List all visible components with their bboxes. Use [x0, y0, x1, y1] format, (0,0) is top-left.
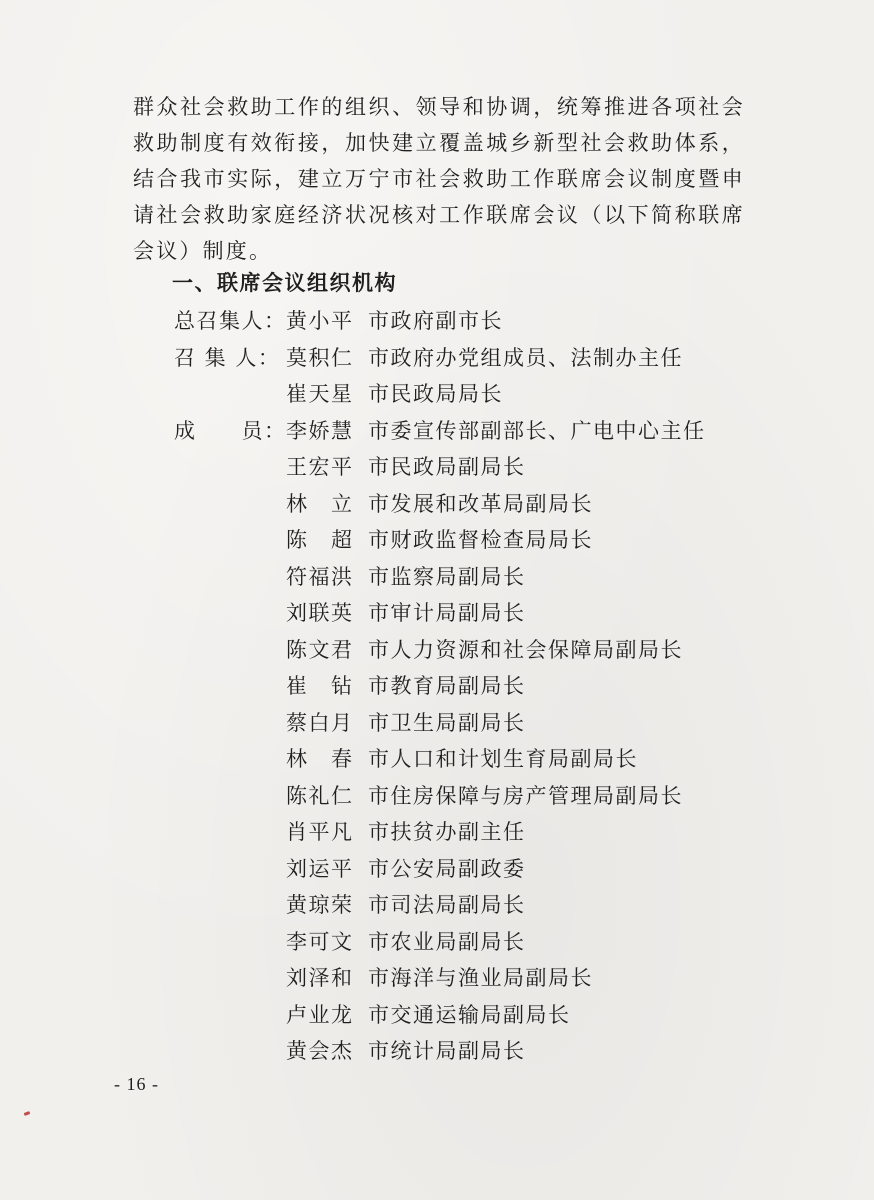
roster-name: 黄小平: [286, 309, 354, 333]
roster-row: [174, 889, 706, 926]
roster-row: [174, 1035, 706, 1072]
roster-title: 市卫生局副局长: [368, 710, 526, 735]
roster-row: [174, 305, 706, 342]
roster-role: 召 集 人：: [174, 345, 281, 370]
roster-title: 市监察局副局长: [368, 564, 526, 589]
roster-row: [174, 524, 706, 561]
roster-name: 刘联英: [286, 601, 354, 625]
roster-name: 林 立: [286, 491, 354, 516]
roster-title: 市委宣传部副部长、广电中心主任: [368, 418, 706, 443]
roster-row: [174, 561, 706, 598]
roster-name: 陈 超: [286, 528, 354, 552]
roster-title: 市人口和计划生育局副局长: [368, 747, 638, 771]
roster-name: 蔡白月: [286, 710, 354, 735]
roster-name: 肖平凡: [286, 820, 354, 844]
roster-name: 刘运平: [286, 856, 354, 881]
roster-name: 莫积仁: [286, 345, 354, 370]
roster-name: 李娇慧: [286, 418, 354, 443]
roster-row: [174, 415, 706, 452]
roster-name: 崔天星: [286, 382, 354, 406]
roster-row: [174, 488, 706, 525]
roster-name: 王宏平: [286, 455, 354, 479]
roster-title: 市农业局副局长: [368, 929, 526, 954]
roster-row: [174, 597, 706, 634]
roster-title: 市民政局局长: [368, 382, 503, 406]
body-paragraph: 群众社会救助工作的组织、领导和协调，统筹推进各项社会救助制度有效衔接，加快建立覆盖城乡新型社会救助体系，结合我市实际，建立万宁市社会救助工作联席会议制度暨申请社会救助家庭经济状况核对工作联席会议（以下简称联席会议）制度。: [133, 95, 745, 263]
roster-name: 李可文: [286, 929, 354, 954]
member-roster: [174, 305, 706, 1072]
roster-row: [174, 743, 706, 780]
roster-row: [174, 926, 706, 963]
roster-title: 市公安局副政委: [368, 856, 526, 881]
roster-row: [174, 999, 706, 1036]
roster-title: 市住房保障与房产管理局副局长: [368, 783, 683, 808]
roster-name: 陈文君: [286, 637, 354, 662]
roster-name: 黄会杰: [286, 1039, 354, 1063]
red-speck-mark: [24, 1111, 31, 1116]
roster-title: 市教育局副局长: [368, 674, 526, 698]
roster-row: [174, 342, 706, 379]
roster-title: 市审计局副局长: [368, 601, 526, 625]
roster-title: 市政府办党组成员、法制办主任: [368, 345, 683, 370]
roster-name: 卢业龙: [286, 1002, 354, 1027]
section-heading: 一、联席会议组织机构: [172, 271, 397, 295]
roster-title: 市人力资源和社会保障局副局长: [368, 637, 683, 662]
roster-name: 黄琼荣: [286, 893, 354, 917]
roster-title: 市交通运输局副局长: [368, 1002, 571, 1027]
roster-row: [174, 670, 706, 707]
roster-title: 市发展和改革局副局长: [368, 491, 593, 516]
roster-title: 市民政局副局长: [368, 455, 526, 479]
roster-title: 市海洋与渔业局副局长: [368, 966, 593, 990]
roster-row: [174, 780, 706, 817]
roster-name: 崔 钻: [286, 674, 354, 698]
roster-name: 刘泽和: [286, 966, 354, 990]
roster-row: [174, 451, 706, 488]
roster-role: 总召集人：: [174, 309, 287, 333]
roster-row: [174, 853, 706, 890]
roster-title: 市统计局副局长: [368, 1039, 526, 1063]
roster-name: 符福洪: [286, 564, 354, 589]
roster-name: 陈礼仁: [286, 783, 354, 808]
roster-row: [174, 962, 706, 999]
page-number: - 16 -: [114, 1074, 159, 1094]
roster-row: [174, 378, 706, 415]
roster-title: 市财政监督检查局局长: [368, 528, 593, 552]
roster-row: [174, 816, 706, 853]
roster-title: 市司法局副局长: [368, 893, 526, 917]
roster-title: 市扶贫办副主任: [368, 820, 526, 844]
roster-row: [174, 707, 706, 744]
roster-title: 市政府副市长: [368, 309, 503, 333]
roster-role: 成 员：: [174, 418, 287, 443]
roster-row: [174, 634, 706, 671]
roster-name: 林 春: [286, 747, 354, 771]
